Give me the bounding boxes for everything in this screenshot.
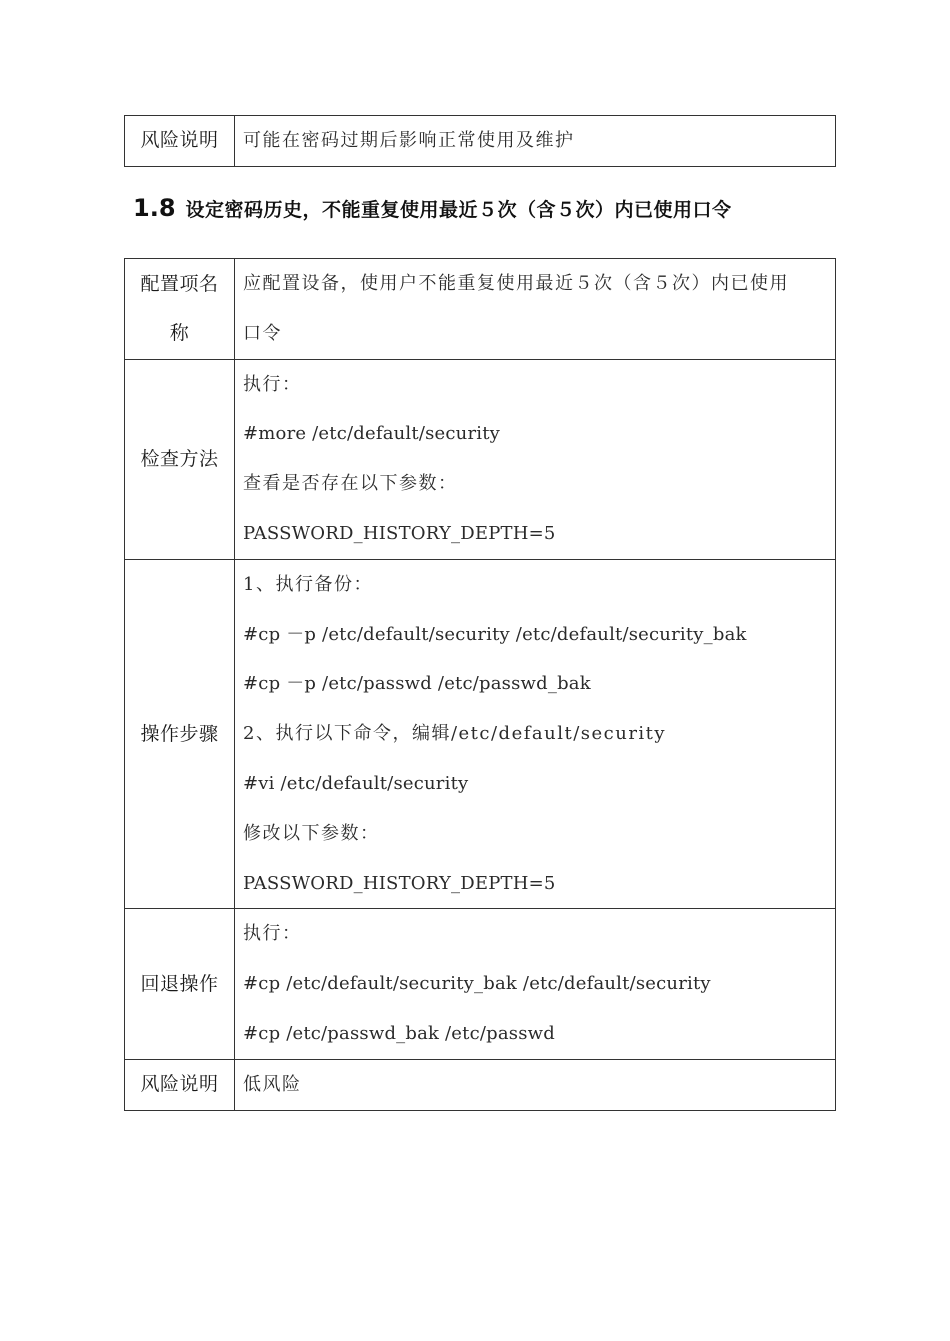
risk-label: 风险说明 xyxy=(125,1059,235,1110)
risk-value-cell xyxy=(235,116,836,167)
check-method-cell xyxy=(235,359,836,559)
risk-label: 风险说明 xyxy=(125,116,235,167)
config-table xyxy=(124,258,836,1111)
check-method-line: 查看是否存在以下参数： xyxy=(243,473,458,495)
table-row xyxy=(125,359,836,559)
config-name-cell xyxy=(235,259,836,360)
operation-steps-cell xyxy=(235,559,836,909)
rollback-line: #cp /etc/passwd_bak /etc/passwd xyxy=(243,1022,555,1044)
table-row xyxy=(125,259,836,360)
operation-step-line: PASSWORD_HISTORY_DEPTH=5 xyxy=(243,872,556,894)
check-method-line: 执行： xyxy=(243,373,302,395)
section-title: 设定密码历史，不能重复使用最近５次（含５次）内已使用口令 xyxy=(185,199,732,221)
table-row xyxy=(125,559,836,909)
config-name-line: 口令 xyxy=(243,322,282,344)
config-name-label xyxy=(125,259,235,360)
operation-step-line: #cp －p /etc/passwd /etc/passwd_bak xyxy=(243,673,591,695)
section-heading xyxy=(133,194,732,230)
risk-value: 低风险 xyxy=(243,1073,302,1095)
risk-cell xyxy=(235,1059,836,1110)
risk-value: 可能在密码过期后影响正常使用及维护 xyxy=(243,130,575,151)
config-name-label-line1: 配置项名 xyxy=(140,272,219,295)
risk-table-previous xyxy=(124,115,836,167)
section-number: 1.8 xyxy=(133,194,176,222)
config-name-label-line2: 称 xyxy=(169,321,190,344)
rollback-cell xyxy=(235,909,836,1059)
table-row xyxy=(125,1059,836,1110)
check-method-label: 检查方法 xyxy=(125,359,235,559)
operation-steps-label: 操作步骤 xyxy=(125,559,235,909)
config-name-line: 应配置设备，使用户不能重复使用最近５次（含５次）内已使用 xyxy=(243,273,789,294)
rollback-label: 回退操作 xyxy=(125,909,235,1059)
operation-step-line: 修改以下参数： xyxy=(243,822,380,844)
rollback-line: 执行： xyxy=(243,923,302,945)
operation-step-line: #cp －p /etc/default/security /etc/default/security_bak xyxy=(243,623,747,645)
operation-step-line: 1、执行备份： xyxy=(243,573,373,595)
check-method-line: #more /etc/default/security xyxy=(243,423,501,445)
table-row xyxy=(125,909,836,1059)
operation-step-line: #vi /etc/default/security xyxy=(243,772,469,794)
operation-step-line: 2、执行以下命令，编辑/etc/default/security xyxy=(243,723,667,745)
check-method-line: PASSWORD_HISTORY_DEPTH=5 xyxy=(243,522,556,544)
rollback-line: #cp /etc/default/security_bak /etc/default/security xyxy=(243,973,711,995)
table-row xyxy=(125,116,836,167)
